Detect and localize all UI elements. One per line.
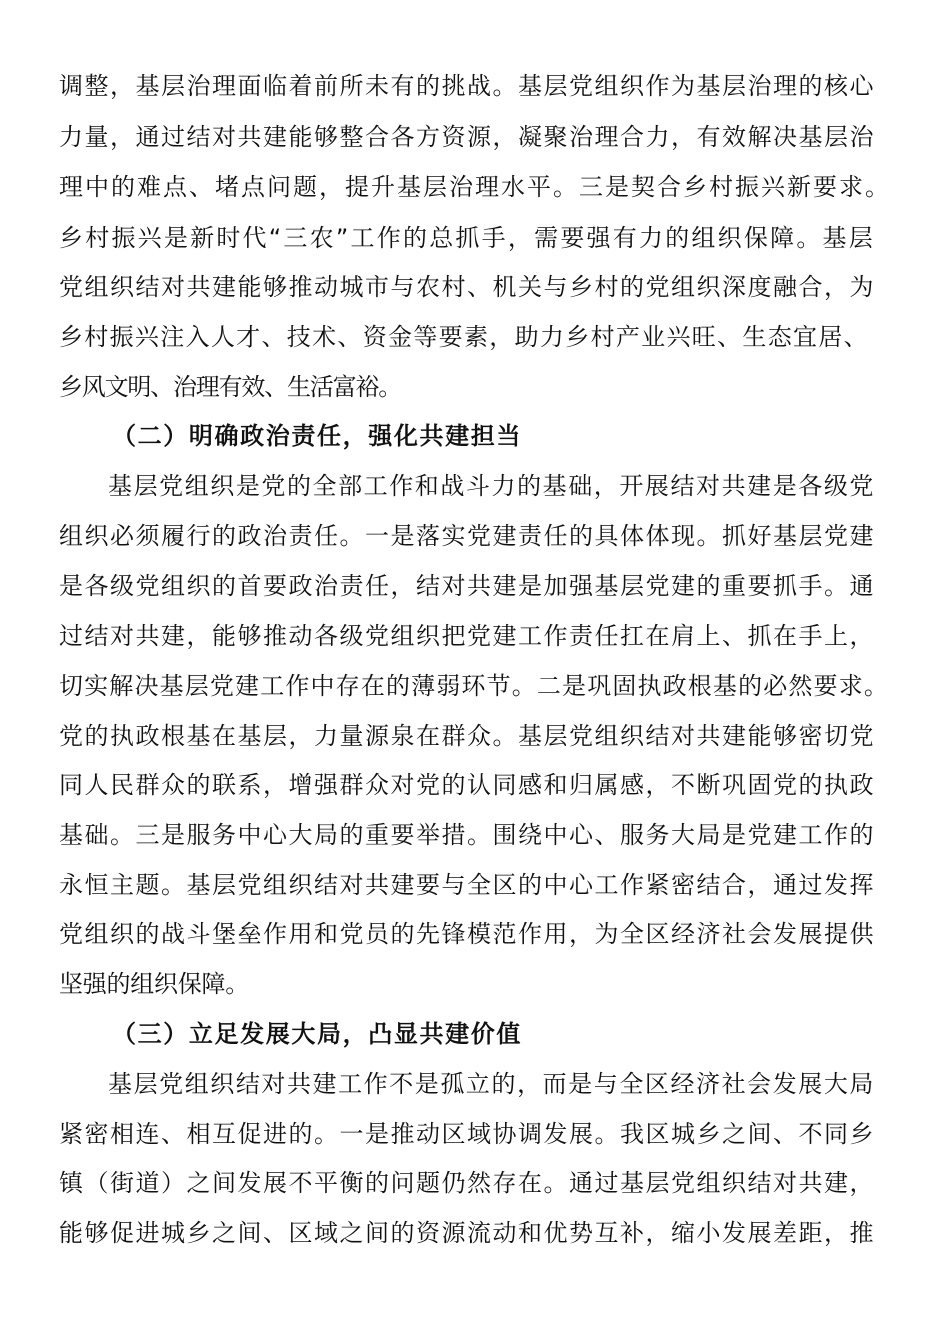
paragraph-line: 镇（街道）之间发展不平衡的问题仍然存在。通过基层党组织结对共建，	[59, 1169, 875, 1197]
paragraph-line: 党的执政根基在基层，力量源泉在群众。基层党组织结对共建能够密切党	[59, 722, 875, 750]
paragraph-line: 基础。三是服务中心大局的重要举措。围绕中心、服务大局是党建工作的	[59, 821, 875, 849]
section-heading: （三）立足发展大局，凸显共建价值	[112, 1020, 522, 1048]
paragraph-line: 乡村振兴是新时代“三农”工作的总抓手，需要强有力的组织保障。基层	[59, 224, 875, 252]
paragraph-line: 党组织的战斗堡垒作用和党员的先锋模范作用，为全区经济社会发展提供	[59, 920, 875, 948]
paragraph-line: 是各级党组织的首要政治责任，结对共建是加强基层党建的重要抓手。通	[59, 572, 875, 600]
paragraph-line: 紧密相连、相互促进的。一是推动区域协调发展。我区城乡之间、不同乡	[59, 1120, 875, 1148]
paragraph-line: 组织必须履行的政治责任。一是落实党建责任的具体体现。抓好基层党建	[59, 522, 875, 550]
section-heading: （二）明确政治责任，强化共建担当	[112, 422, 522, 450]
paragraph-line: 乡风文明、治理有效、生活富裕。	[59, 373, 401, 401]
paragraph-line: 过结对共建，能够推动各级党组织把党建工作责任扛在肩上、抓在手上，	[59, 622, 875, 650]
paragraph-line: 坚强的组织保障。	[59, 970, 249, 998]
paragraph-line: 理中的难点、堵点问题，提升基层治理水平。三是契合乡村振兴新要求。	[59, 173, 891, 201]
paragraph-line: 基层党组织是党的全部工作和战斗力的基础，开展结对共建是各级党	[108, 472, 875, 500]
paragraph-line: 切实解决基层党建工作中存在的薄弱环节。二是巩固执政根基的必然要求。	[59, 672, 889, 700]
paragraph-line: 同人民群众的联系，增强群众对党的认同感和归属感，不断巩固党的执政	[59, 771, 875, 799]
paragraph-line: 党组织结对共建能够推动城市与农村、机关与乡村的党组织深度融合，为	[59, 273, 875, 301]
paragraph-line: 力量，通过结对共建能够整合各方资源，凝聚治理合力，有效解决基层治	[59, 123, 875, 151]
paragraph-line: 基层党组织结对共建工作不是孤立的，而是与全区经济社会发展大局	[108, 1070, 875, 1098]
paragraph-line: 能够促进城乡之间、区域之间的资源流动和优势互补，缩小发展差距，推	[59, 1219, 875, 1247]
paragraph-line: 永恒主题。基层党组织结对共建要与全区的中心工作紧密结合，通过发挥	[59, 871, 875, 899]
paragraph-line: 调整，基层治理面临着前所未有的挑战。基层党组织作为基层治理的核心	[59, 72, 875, 100]
paragraph-line: 乡村振兴注入人才、技术、资金等要素，助力乡村产业兴旺、生态宜居、	[59, 323, 869, 351]
